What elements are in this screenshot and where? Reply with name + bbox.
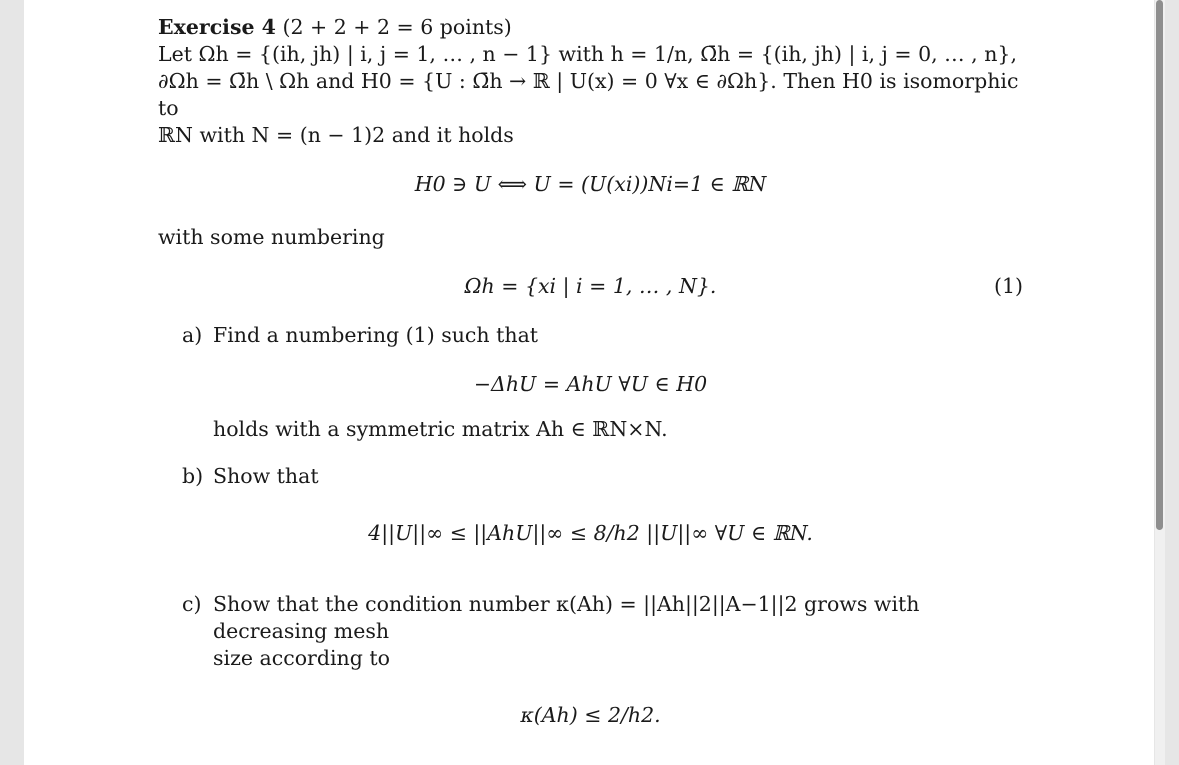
- part-c-text-line-2: size according to: [213, 646, 390, 670]
- numbering-text: with some numbering: [158, 225, 385, 249]
- part-a-after: holds with a symmetric matrix Ah ∈ ℝN×N.: [213, 417, 668, 441]
- intro-line-2: ∂Ωh = Ω̄h \ Ωh and H0 = {U : Ω̄h → ℝ | U(x) = 0 ∀x ∈ ∂Ωh}. Then H0 is isomorphic to: [158, 69, 1019, 120]
- part-b-equation: [158, 520, 1023, 547]
- part-a-equation-text: −ΔhU = AhU ∀U ∈ H0: [473, 372, 708, 396]
- part-c-equation: [158, 702, 1023, 729]
- exercise-heading: [158, 14, 1023, 41]
- equation-isomorphism-text: H0 ∋ U ⟺ U = (U(xi))Ni=1 ∈ ℝN: [414, 172, 767, 196]
- part-a-label: a): [182, 323, 203, 347]
- part-a-equation: [158, 371, 1023, 398]
- exercise-content: [158, 14, 1023, 729]
- exercise-title: Exercise 4: [158, 15, 276, 39]
- part-a: [158, 322, 1023, 443]
- equation-number: (1): [993, 274, 1023, 298]
- part-b: [158, 463, 1023, 547]
- part-c-text-line-1: Show that the condition number κ(Ah) = ||Ah||2||A−1||2 grows with decreasing mesh: [213, 592, 920, 643]
- equation-isomorphism: [158, 171, 1023, 198]
- part-c-label: c): [182, 592, 202, 616]
- exercise-points: (2 + 2 + 2 = 6 points): [282, 15, 512, 39]
- part-c: [158, 591, 1023, 729]
- equation-numbering: [158, 273, 1023, 300]
- part-b-equation-text: 4||U||∞ ≤ ||AhU||∞ ≤ 8/h2 ||U||∞ ∀U ∈ ℝN.: [368, 521, 813, 545]
- intro-line-3: ℝN with N = (n − 1)2 and it holds: [158, 123, 514, 147]
- part-c-equation-text: κ(Ah) ≤ 2/h2.: [520, 703, 661, 727]
- scrollbar-thumb[interactable]: [1156, 0, 1163, 530]
- part-a-text: Find a numbering (1) such that: [213, 323, 539, 347]
- equation-numbering-text: Ωh = {xi | i = 1, … , N}.: [464, 274, 717, 298]
- part-b-text: Show that: [213, 464, 319, 488]
- intro-line-1: Let Ωh = {(ih, jh) | i, j = 1, … , n − 1} with h = 1/n, Ω̄h = {(ih, jh) | i, j = 0, … , n},: [158, 42, 1017, 66]
- part-b-label: b): [182, 464, 204, 488]
